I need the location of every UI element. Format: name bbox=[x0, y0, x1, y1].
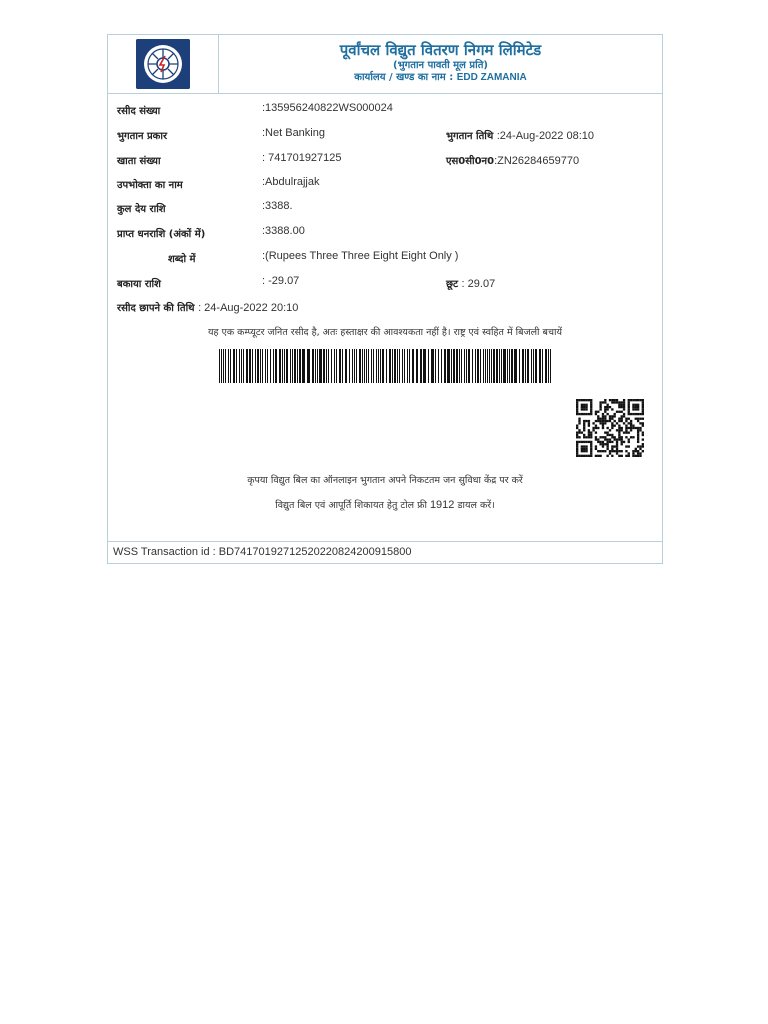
payment-receipt bbox=[107, 34, 663, 564]
received-amount-label: प्राप्त धनराशि (अंकों में) bbox=[117, 229, 206, 240]
account-no-label: खाता संख्या bbox=[117, 156, 161, 167]
received-amount-value: :3388.00 bbox=[262, 225, 305, 237]
title-cell bbox=[219, 35, 662, 93]
consumer-name-value: :Abdulrajjak bbox=[262, 176, 320, 188]
qr-code-icon bbox=[576, 399, 644, 457]
computer-generated-notice: यह एक कम्प्यूटर जनित रसीद है, अतः हस्ताक्षर की आवश्यकता नहीं है। राष्ट्र एवं स्वहित में बिजली बचायें bbox=[208, 327, 562, 338]
transaction-id: WSS Transaction id : BD741701927125202208242009158​00 bbox=[113, 546, 412, 558]
arrears-label: बकाया राशि bbox=[117, 279, 161, 290]
receipt-no-value: :135956240822WS000024 bbox=[262, 102, 393, 114]
office-value: EDD ZAMANIA bbox=[456, 72, 527, 83]
payment-date-field bbox=[446, 128, 594, 142]
print-date-field bbox=[117, 300, 298, 314]
logo-cell bbox=[108, 35, 219, 93]
toll-free-notice bbox=[108, 498, 662, 511]
org-name: पूर्वांचल विद्युत वितरण निगम लिमिटेड bbox=[339, 41, 542, 59]
total-due-label: कुल देय राशि bbox=[117, 204, 166, 215]
receipt-header bbox=[108, 35, 662, 94]
print-date-label: रसीद छापने की तिथि bbox=[117, 303, 195, 314]
arrears-value: : -29.07 bbox=[262, 275, 300, 287]
in-words-value: :(Rupees Three Three Eight Eight Only ) bbox=[262, 250, 459, 262]
payment-date-label: भुगतान तिथि bbox=[446, 131, 494, 142]
receipt-no-label: रसीद संख्या bbox=[117, 106, 161, 117]
in-words-label: शब्दो में bbox=[168, 254, 196, 265]
account-no-value: : 741701927125 bbox=[262, 152, 342, 164]
receipt-subtitle: (भुगतान पावती मूल प्रति) bbox=[393, 60, 488, 71]
barcode-icon bbox=[219, 349, 551, 383]
toll-free-suffix: डायल करें। bbox=[454, 500, 495, 511]
scno-field bbox=[446, 153, 579, 167]
uppcl-logo-icon bbox=[136, 39, 190, 89]
scno-value: :ZN26284659770 bbox=[494, 155, 580, 167]
rebate-field bbox=[446, 276, 495, 290]
rebate-label: छूट bbox=[446, 279, 459, 290]
total-due-value: :3388. bbox=[262, 200, 293, 212]
toll-free-prefix: विद्युत बिल एवं आपूर्ति शिकायत हेतु टोल फ्री bbox=[275, 500, 430, 511]
consumer-name-label: उपभोक्ता का नाम bbox=[117, 180, 183, 191]
office-line bbox=[219, 69, 662, 83]
scno-label: एस0सी0न0 bbox=[446, 156, 495, 167]
payment-type-value: :Net Banking bbox=[262, 127, 325, 139]
payment-date-value: :24-Aug-2022 08:10 bbox=[496, 130, 594, 142]
online-payment-notice: कृपया विद्युत बिल का ऑनलाइन भुगतान अपने निकटतम जन सुविधा केंद्र पर करें bbox=[247, 475, 523, 486]
print-date-value: : 24-Aug-2022 20:10 bbox=[198, 302, 299, 314]
receipt-footer bbox=[108, 541, 662, 564]
office-label: कार्यालय / खण्ड का नाम : bbox=[354, 72, 457, 83]
payment-type-label: भुगतान प्रकार bbox=[117, 131, 168, 142]
rebate-value: : 29.07 bbox=[461, 278, 496, 290]
toll-free-number: 1912 bbox=[429, 499, 455, 511]
